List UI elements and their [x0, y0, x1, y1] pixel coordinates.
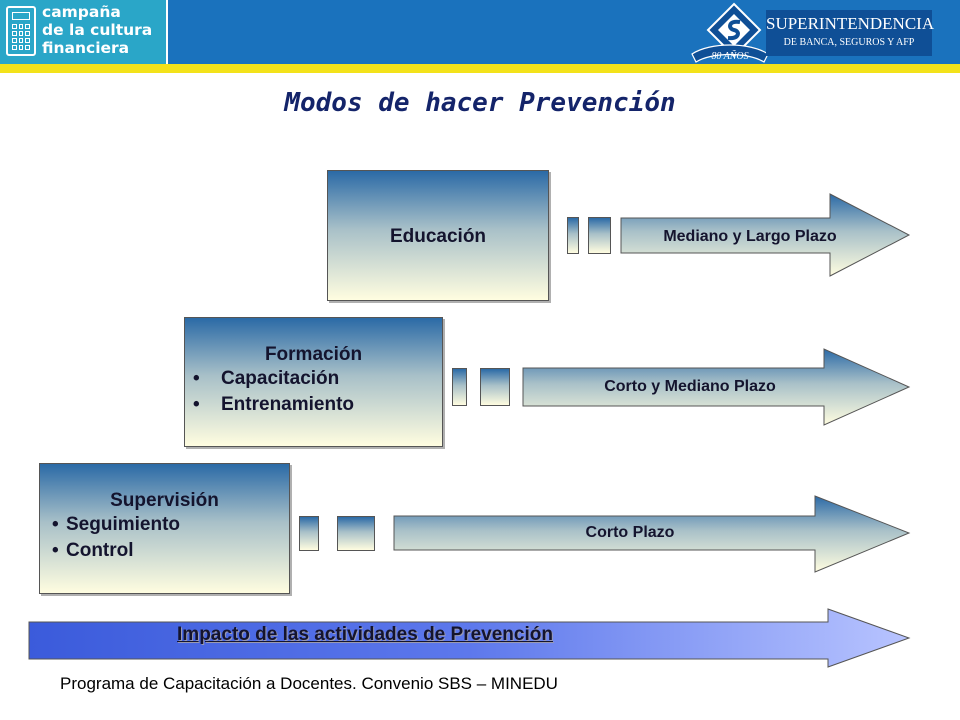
node-item-label: Entrenamiento — [221, 394, 355, 415]
campaign-name — [42, 3, 152, 57]
org-subtitle: DE BANCA, SEGUROS Y AFP — [783, 37, 915, 48]
node-educacion — [327, 170, 549, 301]
campaign-logo — [0, 0, 168, 64]
term-label: Corto y Mediano Plazo — [604, 378, 776, 395]
node-formacion — [184, 317, 443, 447]
campaign-line: campaña — [42, 3, 121, 21]
node-item: • Seguimiento — [52, 512, 289, 538]
node-item-label: Capacitación — [221, 368, 340, 389]
term-label: Mediano y Largo Plazo — [663, 228, 837, 245]
page-title: Modos de hacer Prevención — [284, 88, 676, 118]
campaign-line: financiera — [42, 39, 130, 57]
logo-years: 80 AÑOS — [711, 51, 749, 62]
node-item-label: Control — [66, 540, 134, 561]
node-supervision — [39, 463, 290, 594]
node-heading: Educación — [389, 226, 487, 247]
campaign-line: de la cultura — [42, 21, 153, 39]
org-name: SUPERINTENDENCIA — [766, 14, 935, 33]
calculator-icon — [6, 6, 36, 56]
node-item: • Control — [52, 538, 289, 564]
connector-block — [337, 516, 375, 551]
footer-text: Programa de Capacitación a Docentes. Convenio SBS – MINEDU — [60, 674, 558, 693]
header-stripe — [0, 64, 960, 73]
connector-block — [588, 217, 611, 254]
node-item: • Capacitación — [193, 366, 442, 392]
node-heading: Formación — [264, 344, 363, 365]
sbs-emblem-icon — [690, 2, 770, 64]
connector-block — [299, 516, 319, 551]
connector-block — [480, 368, 510, 406]
impact-label: Impacto de las actividades de Prevención — [177, 624, 553, 645]
node-item: • Entrenamiento — [193, 392, 442, 418]
org-banner — [766, 10, 935, 56]
node-heading: Supervisión — [110, 490, 219, 511]
node-item-label: Seguimiento — [66, 514, 181, 535]
connector-block — [567, 217, 579, 254]
connector-block — [452, 368, 467, 406]
term-label: Corto Plazo — [585, 524, 675, 541]
